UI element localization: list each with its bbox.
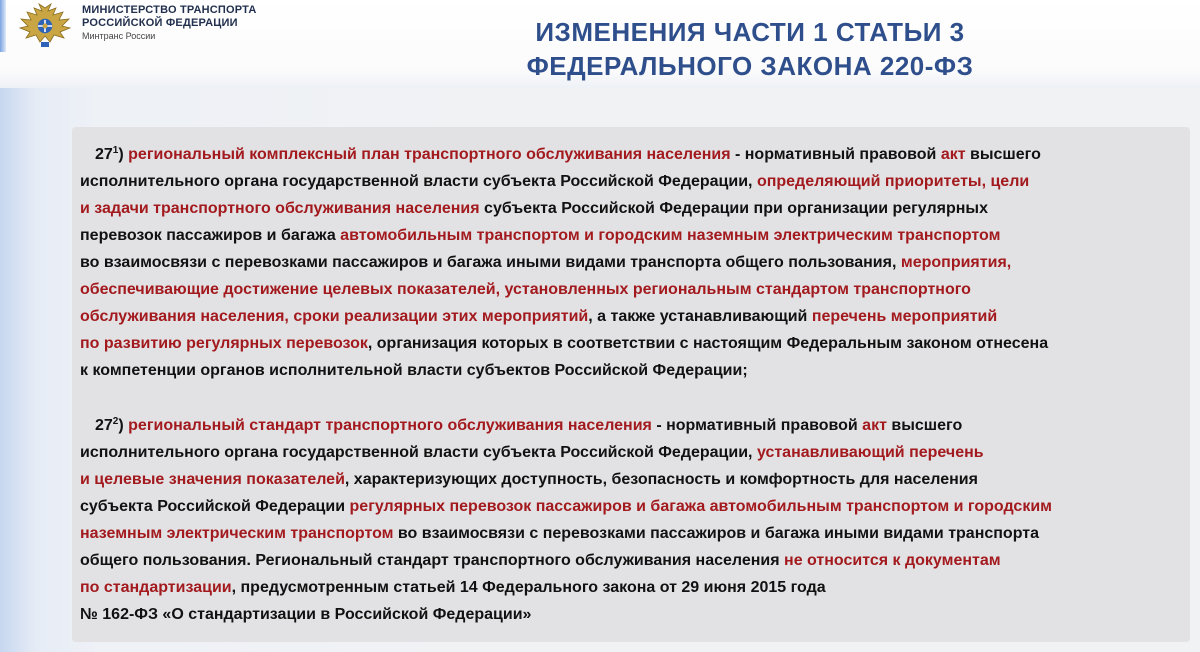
highlighted-text: регулярных перевозок пассажиров и багажа автомобильным транспортом и городским [349, 498, 1052, 515]
paragraph-line [80, 330, 1190, 357]
highlighted-text: региональный стандарт транспортного обслуживания населения [128, 417, 652, 434]
header-accent-stripe [0, 0, 6, 52]
body-text: к компетенции органов исполнительной власти субъектов Российской Федерации; [80, 362, 748, 379]
paragraph-line [80, 303, 1190, 330]
item-number: 27 [95, 417, 113, 434]
body-text: перевозок пассажиров и багажа [80, 227, 341, 244]
paragraph-line [80, 547, 1190, 574]
paragraph-line [80, 168, 1190, 195]
paragraph-line [80, 141, 1190, 168]
body-text: , предусмотренным статьей 14 Федерального закона от 29 июня 2015 года [231, 579, 826, 596]
body-text: общего пользования. Региональный стандарт транспортного обслуживания населения [80, 552, 785, 569]
body-text: исполнительного органа государственной власти субъекта Российской Федерации, [80, 173, 757, 190]
item-number-superscript: 1 [112, 145, 119, 156]
body-text: ) [118, 417, 129, 434]
slide-title [420, 15, 1080, 83]
highlighted-text: наземным электрическим транспортом [80, 525, 394, 542]
slide-title-line1: ИЗМЕНЕНИЯ ЧАСТИ 1 СТАТЬИ 3 [535, 17, 965, 47]
paragraph-line [80, 222, 1190, 249]
highlighted-text: обеспечивающие достижение целевых показателей, установленных региональным стандартом транспортного [80, 281, 971, 298]
body-text: высшего [886, 417, 963, 434]
ministry-name-line2: РОССИЙСКОЙ ФЕДЕРАЦИИ [82, 17, 238, 29]
highlighted-text: и целевые значения показателей [80, 471, 345, 488]
definition-27-2 [80, 412, 1190, 628]
paragraph-line [80, 439, 1190, 466]
body-text: исполнительного органа государственной власти субъекта Российской Федерации, [80, 444, 757, 461]
paragraph-line [80, 601, 1190, 628]
highlighted-text: перечень мероприятий [811, 308, 998, 325]
highlighted-text: мероприятия, [900, 254, 1012, 271]
paragraph-line [80, 276, 1190, 303]
highlighted-text: и задачи транспортного обслуживания населения [80, 200, 480, 217]
ministry-name-line1: МИНИСТЕРСТВО ТРАНСПОРТА [82, 4, 257, 16]
highlighted-text: обслуживания населения, сроки реализации этих мероприятий [80, 308, 589, 325]
definition-27-1 [80, 141, 1190, 384]
paragraph-line [80, 466, 1190, 493]
body-text: , а также устанавливающий [588, 308, 812, 325]
body-text: субъекта Российской Федерации при организации регулярных [479, 200, 988, 217]
body-text: - нормативный правовой [730, 146, 941, 163]
ministry-short-name: Минтранс России [82, 31, 156, 41]
paragraph-line [80, 574, 1190, 601]
body-text: № 162-ФЗ «О стандартизации в Российской Федерации» [80, 606, 532, 623]
item-number: 27 [95, 146, 113, 163]
body-text: во взаимосвязи с перевозками пассажиров и багажа иными видами транспорта [393, 525, 1039, 542]
highlighted-text: автомобильным транспортом и городским наземным электрическим транспортом [340, 227, 1001, 244]
double-headed-eagle-emblem-icon [14, 2, 76, 50]
highlighted-text: устанавливающий перечень [756, 444, 984, 461]
body-text: во взаимосвязи с перевозками пассажиров и багажа иными видами транспорта общего пользования, [80, 254, 901, 271]
paragraph-line [80, 412, 1190, 439]
highlighted-text: по развитию регулярных перевозок [80, 335, 368, 352]
paragraph-line [80, 357, 1190, 384]
paragraph-line [80, 520, 1190, 547]
body-text: , характеризующих доступность, безопасность и комфортность для населения [344, 471, 978, 488]
highlighted-text: не относится к документам [784, 552, 1001, 569]
highlighted-text: региональный комплексный план транспортного обслуживания населения [128, 146, 731, 163]
item-number-superscript: 2 [112, 416, 119, 427]
body-text: высшего [965, 146, 1041, 163]
highlighted-text: акт [862, 417, 887, 434]
paragraph-line [80, 249, 1190, 276]
slide-title-line2: ФЕДЕРАЛЬНОГО ЗАКОНА 220-ФЗ [526, 51, 974, 81]
highlighted-text: определяющий приоритеты, цели [756, 173, 1030, 190]
body-text: субъекта Российской Федерации [80, 498, 350, 515]
paragraph-line [80, 195, 1190, 222]
highlighted-text: по стандартизации [80, 579, 232, 596]
body-text: , организация которых в соответствии с настоящим Федеральным законом отнесена [367, 335, 1049, 352]
body-text: - нормативный правовой [651, 417, 863, 434]
highlighted-text: акт [940, 146, 966, 163]
paragraph-line [80, 493, 1190, 520]
ministry-name [82, 4, 257, 43]
body-text: ) [118, 146, 129, 163]
